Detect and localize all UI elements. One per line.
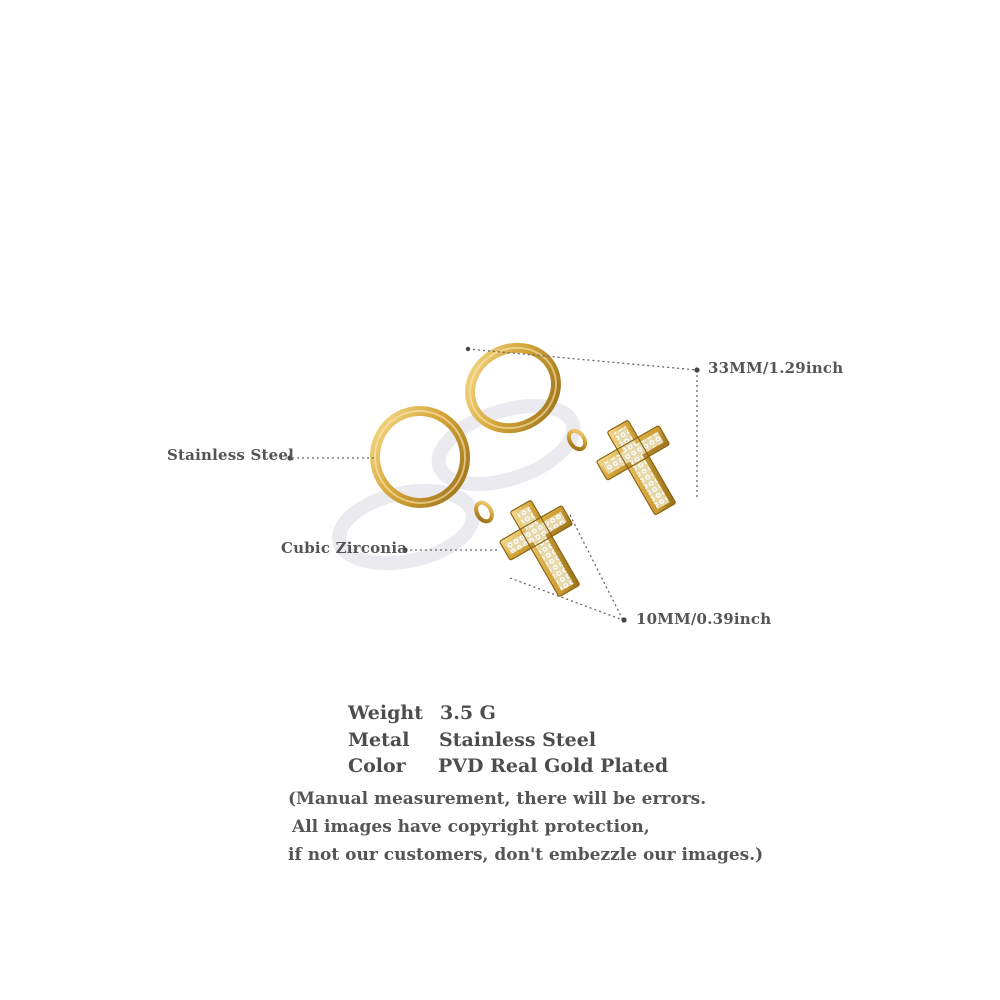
spec-row-weight	[348, 700, 668, 727]
left-cross-icon	[489, 488, 600, 609]
note-line: All images have copyright protection,	[292, 817, 650, 837]
material-callout: Stainless Steel	[167, 446, 294, 464]
right-cross-icon	[586, 408, 696, 527]
spec-label: Weight	[348, 702, 423, 725]
length-callout: 33MM/1.29inch	[708, 359, 844, 377]
spec-label: Metal	[348, 728, 410, 751]
note-line: if not our customers, don't embezzle our images.)	[288, 845, 764, 865]
right-earring	[456, 333, 697, 527]
stone-callout: Cubic Zirconia	[281, 539, 408, 557]
spec-table	[348, 700, 668, 780]
spec-row-metal	[348, 727, 668, 754]
spec-value: 3.5 G	[440, 702, 496, 725]
left-earring	[366, 403, 600, 609]
spec-label: Color	[348, 755, 406, 778]
width-callout: 10MM/0.39inch	[636, 610, 772, 628]
note-line: (Manual measurement, there will be errors.	[288, 789, 707, 809]
spec-value: Stainless Steel	[439, 728, 597, 751]
disclaimer-note	[288, 785, 763, 869]
spec-row-color	[348, 753, 668, 780]
spec-value: PVD Real Gold Plated	[438, 755, 669, 778]
